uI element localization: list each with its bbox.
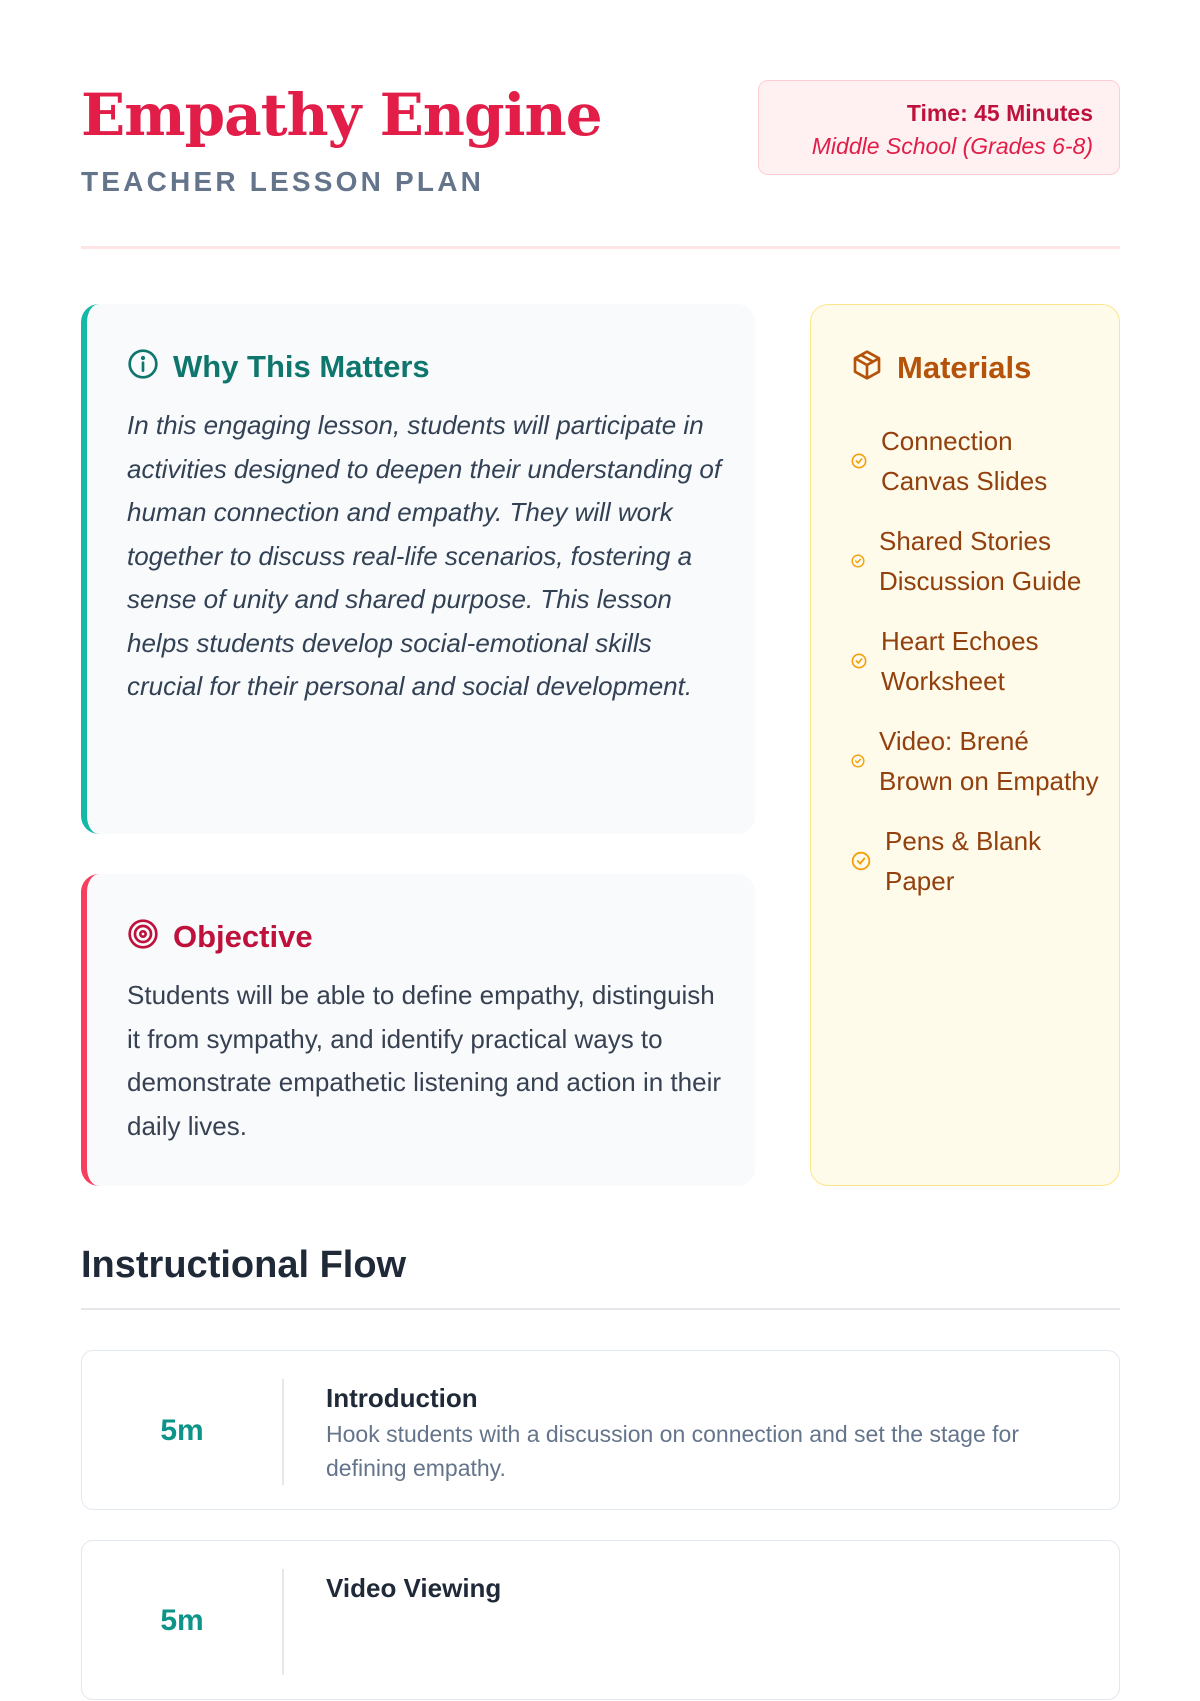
material-label: Connection Canvas Slides	[881, 426, 1048, 496]
step-body	[326, 1381, 1086, 1485]
materials-heading: Materials	[897, 349, 1032, 385]
info-icon	[127, 348, 159, 385]
step-name: Video Viewing	[326, 1573, 502, 1603]
instructional-flow-heading: Instructional Flow	[81, 1244, 407, 1286]
material-item	[851, 521, 1101, 601]
materials-heading-row	[851, 349, 1031, 386]
step-body	[326, 1571, 1086, 1607]
check-circle-icon	[851, 653, 867, 669]
material-item	[851, 821, 1101, 901]
why-this-matters-card	[81, 304, 755, 834]
objective-card	[81, 874, 755, 1186]
flow-divider	[81, 1308, 1120, 1310]
objective-heading-row	[127, 918, 313, 955]
flow-step	[81, 1350, 1120, 1510]
check-circle-icon	[851, 453, 867, 469]
page-subtitle: TEACHER LESSON PLAN	[81, 166, 485, 197]
page-title: Empathy Engine	[81, 81, 602, 149]
objective-text: Students will be able to define empathy, distinguish it from sympathy, and identify practical ways to demonstrate empathetic listening and action in their daily lives.	[127, 980, 722, 1141]
material-label: Video: Brené Brown on Empathy	[879, 726, 1099, 796]
step-duration: 5m	[160, 1604, 204, 1637]
step-duration: 5m	[160, 1414, 204, 1447]
lesson-header	[81, 80, 1120, 250]
header-divider	[81, 246, 1120, 249]
step-description: Hook students with a discussion on connection and set the stage for defining empathy.	[326, 1421, 1019, 1481]
lesson-meta-box	[758, 80, 1120, 175]
material-label: Heart Echoes Worksheet	[881, 626, 1039, 696]
material-label: Shared Stories Discussion Guide	[879, 526, 1082, 596]
check-circle-icon	[851, 554, 865, 568]
target-icon	[127, 918, 159, 955]
material-item	[851, 721, 1101, 801]
why-heading: Why This Matters	[173, 348, 430, 384]
why-heading-row	[127, 348, 430, 385]
lesson-time: Time: 45 Minutes	[906, 100, 1093, 126]
lesson-grade: Middle School (Grades 6-8)	[811, 133, 1093, 159]
objective-heading: Objective	[173, 918, 313, 954]
package-icon	[851, 349, 883, 386]
step-divider	[282, 1379, 284, 1485]
step-divider	[282, 1569, 284, 1675]
material-label: Pens & Blank Paper	[885, 826, 1042, 896]
flow-step	[81, 1540, 1120, 1700]
check-circle-icon	[851, 851, 871, 871]
material-item	[851, 621, 1101, 701]
step-name: Introduction	[326, 1383, 478, 1413]
material-item	[851, 421, 1101, 501]
check-circle-icon	[851, 754, 865, 768]
why-text: In this engaging lesson, students will participate in activities designed to deepen their understanding of human connection and empathy. They will work together to discuss real-life scenarios, fostering a sense of unity and shared purpose. This lesson helps students develop social-emotional skills crucial for their personal and social development.	[127, 410, 722, 701]
materials-list	[851, 421, 1101, 921]
materials-card	[810, 304, 1120, 1186]
